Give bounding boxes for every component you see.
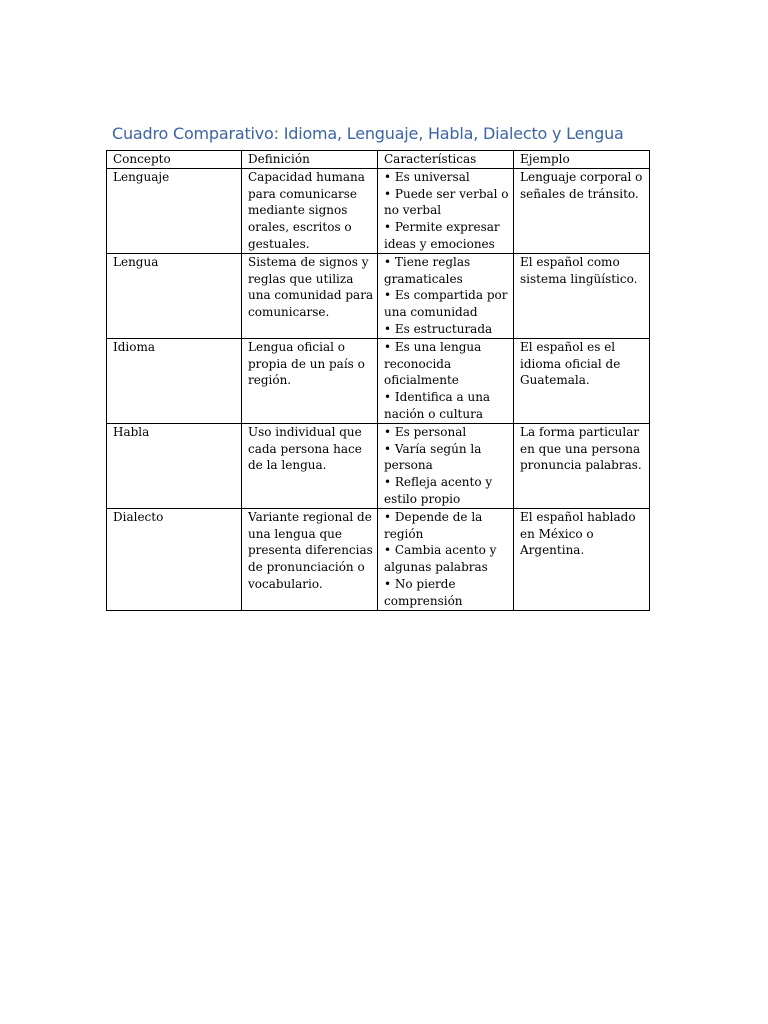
cell-caracteristicas: [378, 253, 514, 338]
table-row: [107, 423, 650, 508]
characteristic-item: • Es compartida por una comunidad: [384, 288, 508, 320]
table-header-row: [107, 151, 650, 169]
characteristics-list: [384, 509, 511, 610]
cell-ejemplo: El español como sistema lingüístico.: [514, 253, 650, 338]
cell-concepto: Lenguaje: [107, 168, 242, 253]
characteristic-item: • Es personal: [384, 424, 467, 439]
characteristic-item: • Depende de la región: [384, 509, 483, 541]
characteristic-item: • Refleja acento y estilo propio: [384, 475, 493, 506]
characteristic-item: • Tiene reglas gramaticales: [384, 254, 471, 286]
cell-definicion: Uso individual que cada persona hace de la lengua.: [242, 423, 378, 508]
cell-ejemplo: La forma particular en que una persona pronuncia palabras.: [514, 423, 650, 508]
cell-definicion: Lengua oficial o propia de un país o región.: [242, 338, 378, 423]
cell-ejemplo: El español hablado en México o Argentina.: [514, 508, 650, 610]
cell-caracteristicas: [378, 423, 514, 508]
characteristic-item: • Es estructurada: [384, 321, 493, 336]
cell-concepto: Habla: [107, 423, 242, 508]
table-row: [107, 338, 650, 423]
cell-definicion: Variante regional de una lengua que presenta diferencias de pronunciación o vocabulario.: [242, 508, 378, 610]
table-row: [107, 508, 650, 610]
document-title: Cuadro Comparativo: Idioma, Lenguaje, Habla, Dialecto y Lengua: [112, 124, 624, 143]
header-caracteristicas: Características: [378, 151, 514, 169]
cell-ejemplo: El español es el idioma oficial de Guatemala.: [514, 338, 650, 423]
cell-caracteristicas: [378, 168, 514, 253]
characteristics-list: [384, 424, 511, 508]
cell-caracteristicas: [378, 338, 514, 423]
comparison-table: [106, 150, 650, 611]
characteristics-list: [384, 169, 511, 253]
characteristic-item: • Permite expresar ideas y emociones: [384, 220, 500, 251]
cell-concepto: Dialecto: [107, 508, 242, 610]
characteristic-item: • Es universal: [384, 169, 470, 184]
cell-concepto: Lengua: [107, 253, 242, 338]
cell-definicion: Capacidad humana para comunicarse mediante signos orales, escritos o gestuales.: [242, 168, 378, 253]
characteristic-item: • Es una lengua reconocida oficialmente: [384, 339, 482, 388]
table-row: [107, 253, 650, 338]
cell-definicion: Sistema de signos y reglas que utiliza una comunidad para comunicarse.: [242, 253, 378, 338]
characteristic-item: • No pierde comprensión: [384, 576, 463, 608]
cell-ejemplo: Lenguaje corporal o señales de tránsito.: [514, 168, 650, 253]
table-row: [107, 168, 650, 253]
characteristic-item: • Identifica a una nación o cultura: [384, 390, 491, 421]
cell-caracteristicas: [378, 508, 514, 610]
cell-concepto: Idioma: [107, 338, 242, 423]
header-ejemplo: Ejemplo: [514, 151, 650, 169]
characteristics-list: [384, 339, 511, 423]
characteristic-item: • Cambia acento y algunas palabras: [384, 543, 497, 575]
header-concepto: Concepto: [107, 151, 242, 169]
characteristic-item: • Varía según la persona: [384, 441, 482, 473]
characteristics-list: [384, 254, 511, 338]
header-definicion: Definición: [242, 151, 378, 169]
characteristic-item: • Puede ser verbal o no verbal: [384, 186, 509, 218]
